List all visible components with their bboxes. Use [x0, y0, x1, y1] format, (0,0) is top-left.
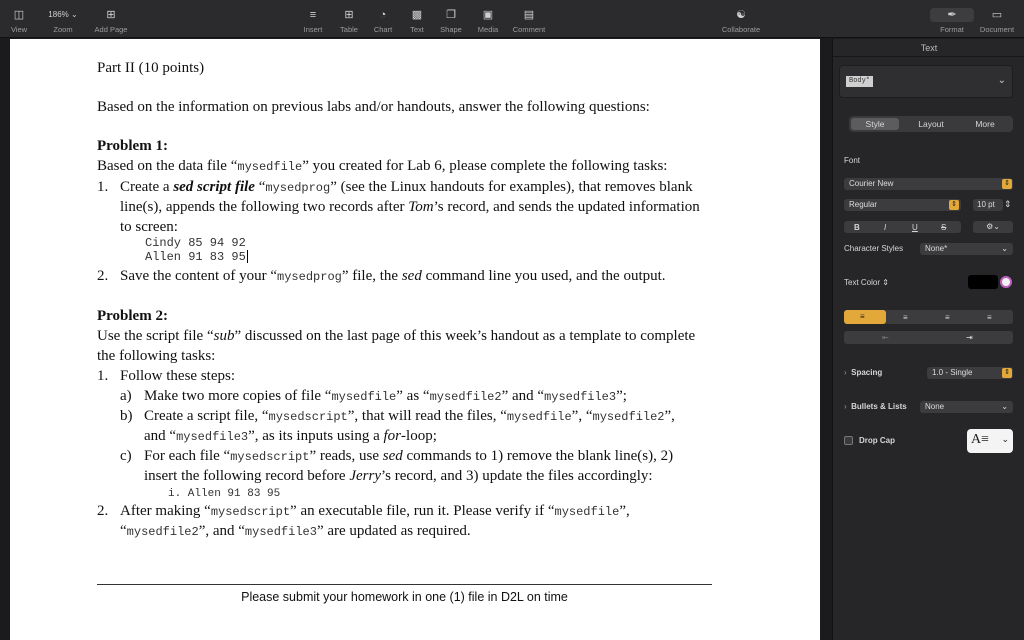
comment-icon: ▤ [523, 9, 535, 21]
insert-icon: ≡ [309, 9, 317, 21]
zoom-value: 186% [48, 10, 69, 19]
problem-2-item-1: Follow these steps: [120, 368, 235, 384]
text-style-buttons [844, 221, 961, 233]
problem-2-step-b-line-2: and “mysedfile3”, as its inputs using a for-loop; [144, 428, 437, 444]
problem-1-item-1: Create a sed script file “mysedprog” (see the Linux handouts for examples), that removes blank [120, 179, 693, 195]
problem-2-intro: Use the script file “sub” discussed on the last page of this week’s handout as a template to complete [97, 328, 696, 344]
code-line: Allen 91 83 95 [145, 250, 246, 264]
document-button[interactable]: ▭ Document [976, 8, 1018, 34]
problem-1-item-1-line-3: to screen: [120, 219, 178, 235]
text-options-button[interactable] [973, 221, 1013, 233]
underline-button[interactable]: U [912, 223, 918, 232]
problem-1-item-1-line-2: line(s), appends the following two records after Tom’s record, and sends the updated information [120, 199, 700, 215]
code-line: Cindy 85 94 92 [145, 236, 246, 250]
add-page-icon: ⊞ [106, 9, 116, 21]
paragraph-style-value: Body* [846, 76, 873, 87]
collaborate-button[interactable]: ☯ Collaborate [716, 8, 766, 34]
text-color-swatch[interactable] [968, 275, 998, 289]
toolbar [0, 0, 1024, 38]
tab-more[interactable]: More [975, 119, 995, 129]
comment-button[interactable]: ▤ Comment [510, 8, 548, 34]
drop-cap-label: Drop Cap [859, 436, 895, 445]
divider [833, 56, 1024, 57]
problem-1-item-2: Save the content of your “mysedprog” file, the sed command line you used, and the output. [120, 268, 666, 284]
table-button[interactable]: ⊞ Table [337, 8, 361, 34]
sidebar-header: Text [920, 43, 938, 53]
chevron-right-icon: › [844, 402, 847, 411]
justify-icon[interactable]: ≡ [987, 313, 992, 322]
gear-icon: ⚙⌄ [986, 222, 1000, 231]
part-title: Part II (10 points) [97, 60, 205, 76]
chart-icon: ◔ [379, 9, 387, 21]
problem-2-step-c-line-2: insert the following record before Jerry’s record, and 3) update the files accordingly: [144, 468, 653, 484]
drop-cap-style-picker[interactable] [967, 429, 1013, 453]
problem-1-heading: Problem 1: [97, 138, 168, 154]
font-weight-select[interactable]: Regular [844, 199, 961, 211]
footer-divider [97, 584, 712, 585]
spacing-disclosure[interactable]: › Spacing [844, 368, 883, 377]
problem-2-step-b: Create a script file, “mysedscript”, that will read the files, “mysedfile”, “mysedfile2”, [144, 408, 675, 424]
sidebar-icon: ◫ [13, 9, 25, 21]
increase-indent-icon[interactable]: ⇥ [966, 333, 973, 342]
format-sidebar [832, 39, 1024, 640]
text-box-icon: ▩ [411, 9, 423, 21]
document-icon: ▭ [991, 9, 1003, 21]
problem-2-step-c: For each file “mysedscript” reads, use sed commands to 1) remove the blank line(s), 2) [144, 448, 674, 464]
align-center-icon[interactable]: ≡ [903, 313, 908, 322]
tab-bar [849, 116, 1013, 132]
paintbrush-icon: ✒ [930, 8, 974, 22]
updown-icon: ⇕ [1002, 368, 1012, 378]
text-cursor [247, 250, 248, 263]
font-size-field[interactable]: 10 pt [973, 199, 1003, 211]
chevron-down-icon: ⌄ [1001, 434, 1009, 444]
list-number: 2. [97, 268, 109, 284]
problem-2-item-2: After making “mysedscript” an executable file, run it. Please verify if “mysedfile”, [120, 503, 630, 519]
problem-2-heading: Problem 2: [97, 308, 168, 324]
chevron-down-icon: ⌄ [71, 10, 78, 19]
alignment-buttons [844, 310, 1013, 324]
add-page-button[interactable]: ⊞ Add Page [92, 8, 130, 34]
chevron-right-icon: › [844, 368, 847, 377]
italic-button[interactable]: I [884, 223, 887, 232]
text-color-label[interactable]: Text Color ⇕ [844, 278, 889, 287]
vertical-scrollbar[interactable] [820, 39, 832, 640]
insert-button[interactable]: ≡ Insert [300, 8, 326, 34]
document-canvas [0, 39, 832, 640]
code-line: i. Allen 91 83 95 [168, 488, 281, 500]
chart-button[interactable]: ◔ Chart [370, 8, 396, 34]
character-styles-label: Character Styles [844, 244, 904, 253]
tab-style[interactable]: Style [865, 119, 885, 129]
updown-icon: ⇕ [949, 200, 959, 210]
drop-cap-preview-icon: A≡ [971, 432, 990, 447]
intro-text: Based on the information on previous labs and/or handouts, answer the following questions: [97, 99, 650, 115]
color-wheel-icon[interactable] [1000, 276, 1012, 288]
spacing-select[interactable]: 1.0 - Single [927, 367, 1013, 379]
media-button[interactable]: ▣ Media [474, 8, 502, 34]
align-left-icon: ≡ [860, 312, 865, 321]
list-letter: c) [120, 448, 132, 464]
paragraph-style-selector[interactable] [839, 65, 1013, 98]
font-section-label: Font [844, 156, 861, 165]
chevron-down-icon: ⌄ [997, 75, 1006, 86]
strikethrough-button[interactable]: S [941, 223, 947, 232]
font-size-stepper-icon[interactable]: ⇕ [1004, 199, 1012, 209]
collaborate-icon: ☯ [736, 9, 746, 21]
list-letter: a) [120, 388, 132, 404]
updown-icon: ⇕ [882, 278, 889, 287]
chevron-down-icon: ⌄ [1001, 402, 1008, 411]
problem-2-step-a: Make two more copies of file “mysedfile” as “mysedfile2” and “mysedfile3”; [144, 388, 627, 404]
align-right-icon[interactable]: ≡ [945, 313, 950, 322]
media-icon: ▣ [482, 9, 494, 21]
problem-2-intro-line-2: the following tasks: [97, 348, 216, 364]
drop-cap-checkbox[interactable] [844, 436, 853, 445]
character-styles-select[interactable]: None* ⌄ [920, 243, 1013, 255]
shape-button[interactable]: ❐ Shape [437, 8, 465, 34]
list-number: 1. [97, 368, 109, 384]
zoom-control[interactable]: 186% ⌄ Zoom [48, 10, 78, 34]
shape-icon: ❐ [446, 9, 456, 21]
text-button[interactable]: ▩ Text [405, 8, 429, 34]
indent-buttons [844, 331, 1013, 344]
format-button[interactable]: ✒ Format [930, 8, 974, 34]
bullets-disclosure[interactable]: › Bullets & Lists [844, 402, 907, 411]
problem-1-intro: Based on the data file “mysedfile” you created for Lab 6, please complete the following tasks: [97, 158, 668, 174]
decrease-indent-icon[interactable]: ⇤ [882, 333, 889, 342]
font-family-select[interactable]: Courier New [844, 178, 1013, 190]
view-button[interactable]: ◫ View [8, 8, 30, 34]
align-left-button[interactable] [844, 310, 886, 324]
list-number: 2. [97, 503, 109, 519]
tab-layout[interactable]: Layout [918, 119, 944, 129]
bold-button[interactable]: B [854, 223, 860, 232]
footer-note: Please submit your homework in one (1) file in D2L on time [241, 590, 568, 604]
list-letter: b) [120, 408, 133, 424]
table-icon: ⊞ [344, 9, 354, 21]
list-number: 1. [97, 179, 109, 195]
document-page[interactable] [10, 39, 820, 640]
problem-2-item-2-line-2: “mysedfile2”, and “mysedfile3” are updated as required. [120, 523, 471, 539]
updown-icon: ⇕ [1002, 179, 1012, 189]
bullets-select[interactable]: None ⌄ [920, 401, 1013, 413]
chevron-down-icon: ⌄ [1001, 244, 1008, 253]
